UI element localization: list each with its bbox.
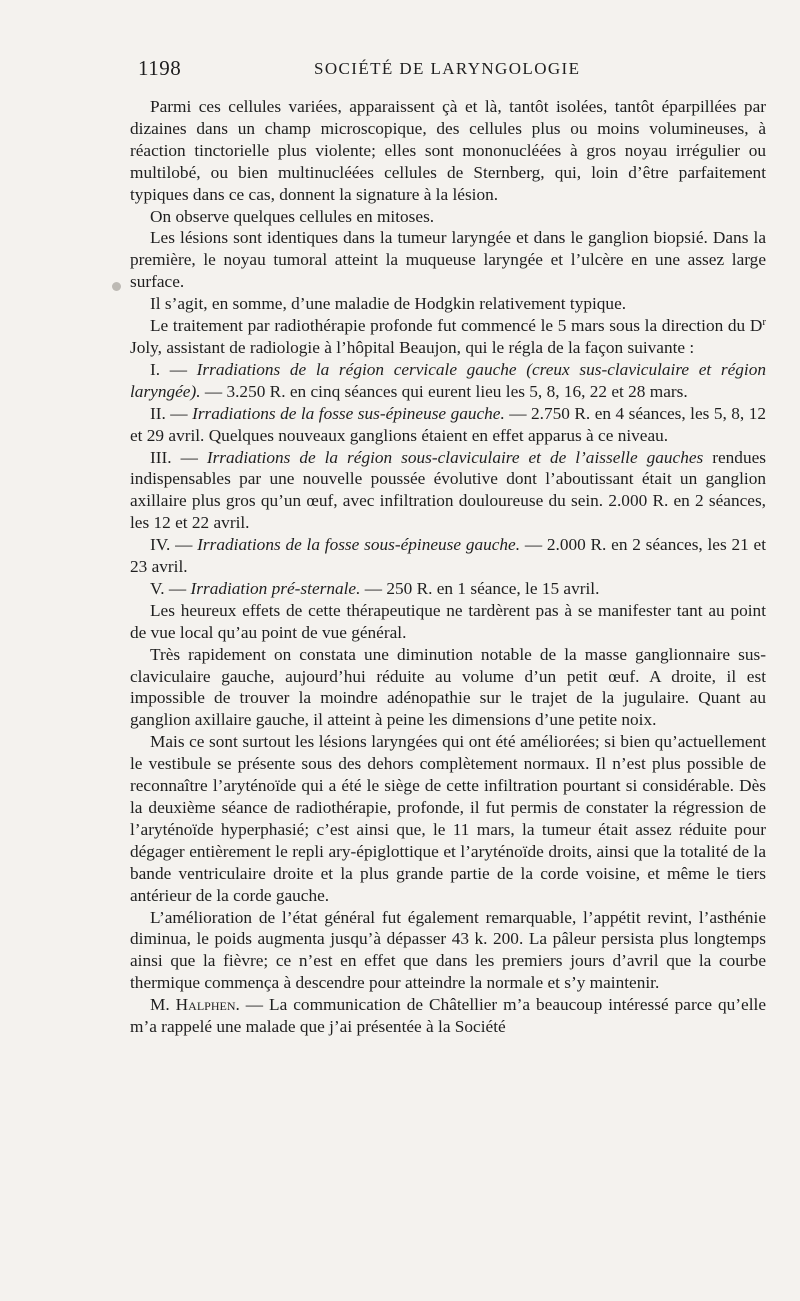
irradiation-item [130, 403, 766, 447]
page-header [130, 56, 770, 84]
item-text: — 3.250 R. en cinq séances qui eurent lieu les 5, 8, 16, 22 et 28 mars. [200, 381, 688, 401]
text-run: Le traitement par radiothérapie profonde fut commencé le 5 mars sous la direction du D [150, 316, 763, 336]
irradiation-item [130, 534, 766, 578]
item-text: — 2.750 R. en 4 séances, les 5, 8, 12 et 29 avril. Quelques nouveaux ganglions étaient en effet apparus à ce niveau. [130, 403, 766, 445]
paragraph: Les heureux effets de cette thérapeutique ne tardèrent pas à se manifester tant au point de vue local qu’au point de vue général. [130, 600, 766, 642]
item-title: Irradiations de la fosse sous-épineuse gauche. [197, 535, 521, 555]
text-run: Joly, assistant de radiologie à l’hôpital Beaujon, qui le régla de la façon suivante : [130, 337, 695, 357]
item-text: — 2.000 R. en 2 séances, les 21 et 23 avril. [130, 535, 767, 577]
paragraph: Il s’agit, en somme, d’une maladie de Hodgkin relativement typique. [150, 294, 627, 314]
page-number: 1198 [138, 56, 182, 80]
item-number: I. — [150, 359, 197, 379]
item-number: IV. — [150, 535, 198, 555]
margin-mark [112, 282, 121, 291]
running-title: SOCIÉTÉ DE LARYNGOLOGIE [314, 59, 581, 78]
superscript: r [762, 316, 766, 329]
irradiation-item [130, 447, 766, 535]
paragraph [130, 315, 766, 359]
item-number: V. — [150, 578, 191, 598]
item-title: Irradiations de la fosse sus-épineuse gauche. [192, 403, 505, 423]
item-number: III. — [150, 447, 207, 467]
paragraph: On observe quelques cellules en mitoses. [150, 206, 435, 226]
paragraph: Parmi ces cellules variées, apparaissent çà et là, tantôt isolées, tantôt éparpillées par dizaines dans un champ microscopique, des cellules plus ou moins volumineuses, à réaction tinctorielle plus violente; elles sont mononucléées à gros noyau irrégulier ou multilobé, ou bien multinucléées cellules de Sternberg, qui, loin d’être parfaitement typiques dans ce cas, donnent la signature à la lésion. [130, 97, 766, 204]
paragraph: L’amélioration de l’état général fut également remarquable, l’appétit revint, l’asthénie diminua, le poids augmenta jusqu’à dépasser 43 k. 200. La pâleur persista plus longtemps ainsi que la fièvre; ce n’est en effet que dans les premiers jours d’avril que la courbe thermique commença à descendre pour atteindre la normale et s’y maintenir. [130, 907, 766, 993]
text-run: — La communication de Châtellier m’a beaucoup intéressé parce qu’elle m’a rappelé une malade que j’ai présentée à la Société [130, 995, 767, 1037]
irradiation-item [130, 359, 766, 403]
paragraph: Très rapidement on constata une diminution notable de la masse ganglionnaire sus-claviculaire gauche, aujourd’hui réduite au volume d’un petit œuf. A droite, il est impossible de trouver la moindre adénopathie sur le trajet de la jugulaire. Quant au ganglion axillaire gauche, il atteint à peine les dimensions d’une petite noix. [130, 644, 766, 730]
item-title: Irradiations de la région cervicale gauche (creux sus-claviculaire et région laryngée). [130, 359, 766, 401]
item-text: rendues indispensables par une nouvelle poussée évolutive dont l’aboutissant était un ganglion axillaire plus gros qu’un œuf, avec infiltration douloureuse du sein. 2.000 R. en 2 séances, les 12 et 22 avril. [130, 447, 766, 533]
item-title: Irradiation pré-sternale. [190, 578, 361, 598]
irradiation-item [130, 578, 766, 600]
paragraph: Mais ce sont surtout les lésions laryngées qui ont été améliorées; si bien qu’actuellement le vestibule se présente sous des dehors complètement normaux. Il n’est plus possible de reconnaître l’aryténoïde qui a été le siège de cette infiltration pourtant si considérable. Dès la deuxième séance de radiothérapie, profonde, il fut permis de constater la régression de l’aryténoïde hyperphasié; c’est ainsi que, le 11 mars, la tumeur était assez réduite pour dégager entièrement le repli ary-épiglottique et l’aryténoïde droits, ainsi que la totalité de la bande ventriculaire droite et la plus grande partie de la corde voisine, et même le tiers antérieur de la corde gauche. [130, 732, 766, 905]
item-number: II. — [150, 403, 193, 423]
item-text: — 250 R. en 1 séance, le 15 avril. [360, 578, 600, 598]
paragraph: Les lésions sont identiques dans la tumeur laryngée et dans le ganglion biopsié. Dans la première, le noyau tumoral atteint la muqueuse laryngée et l’ulcère en une assez large surface. [130, 228, 766, 292]
speaker-name: M. Halphen. [150, 995, 240, 1015]
body-text [130, 96, 766, 1038]
item-title: Irradiations de la région sous-claviculaire et de l’aisselle gauches [206, 447, 704, 467]
paragraph [130, 994, 766, 1038]
